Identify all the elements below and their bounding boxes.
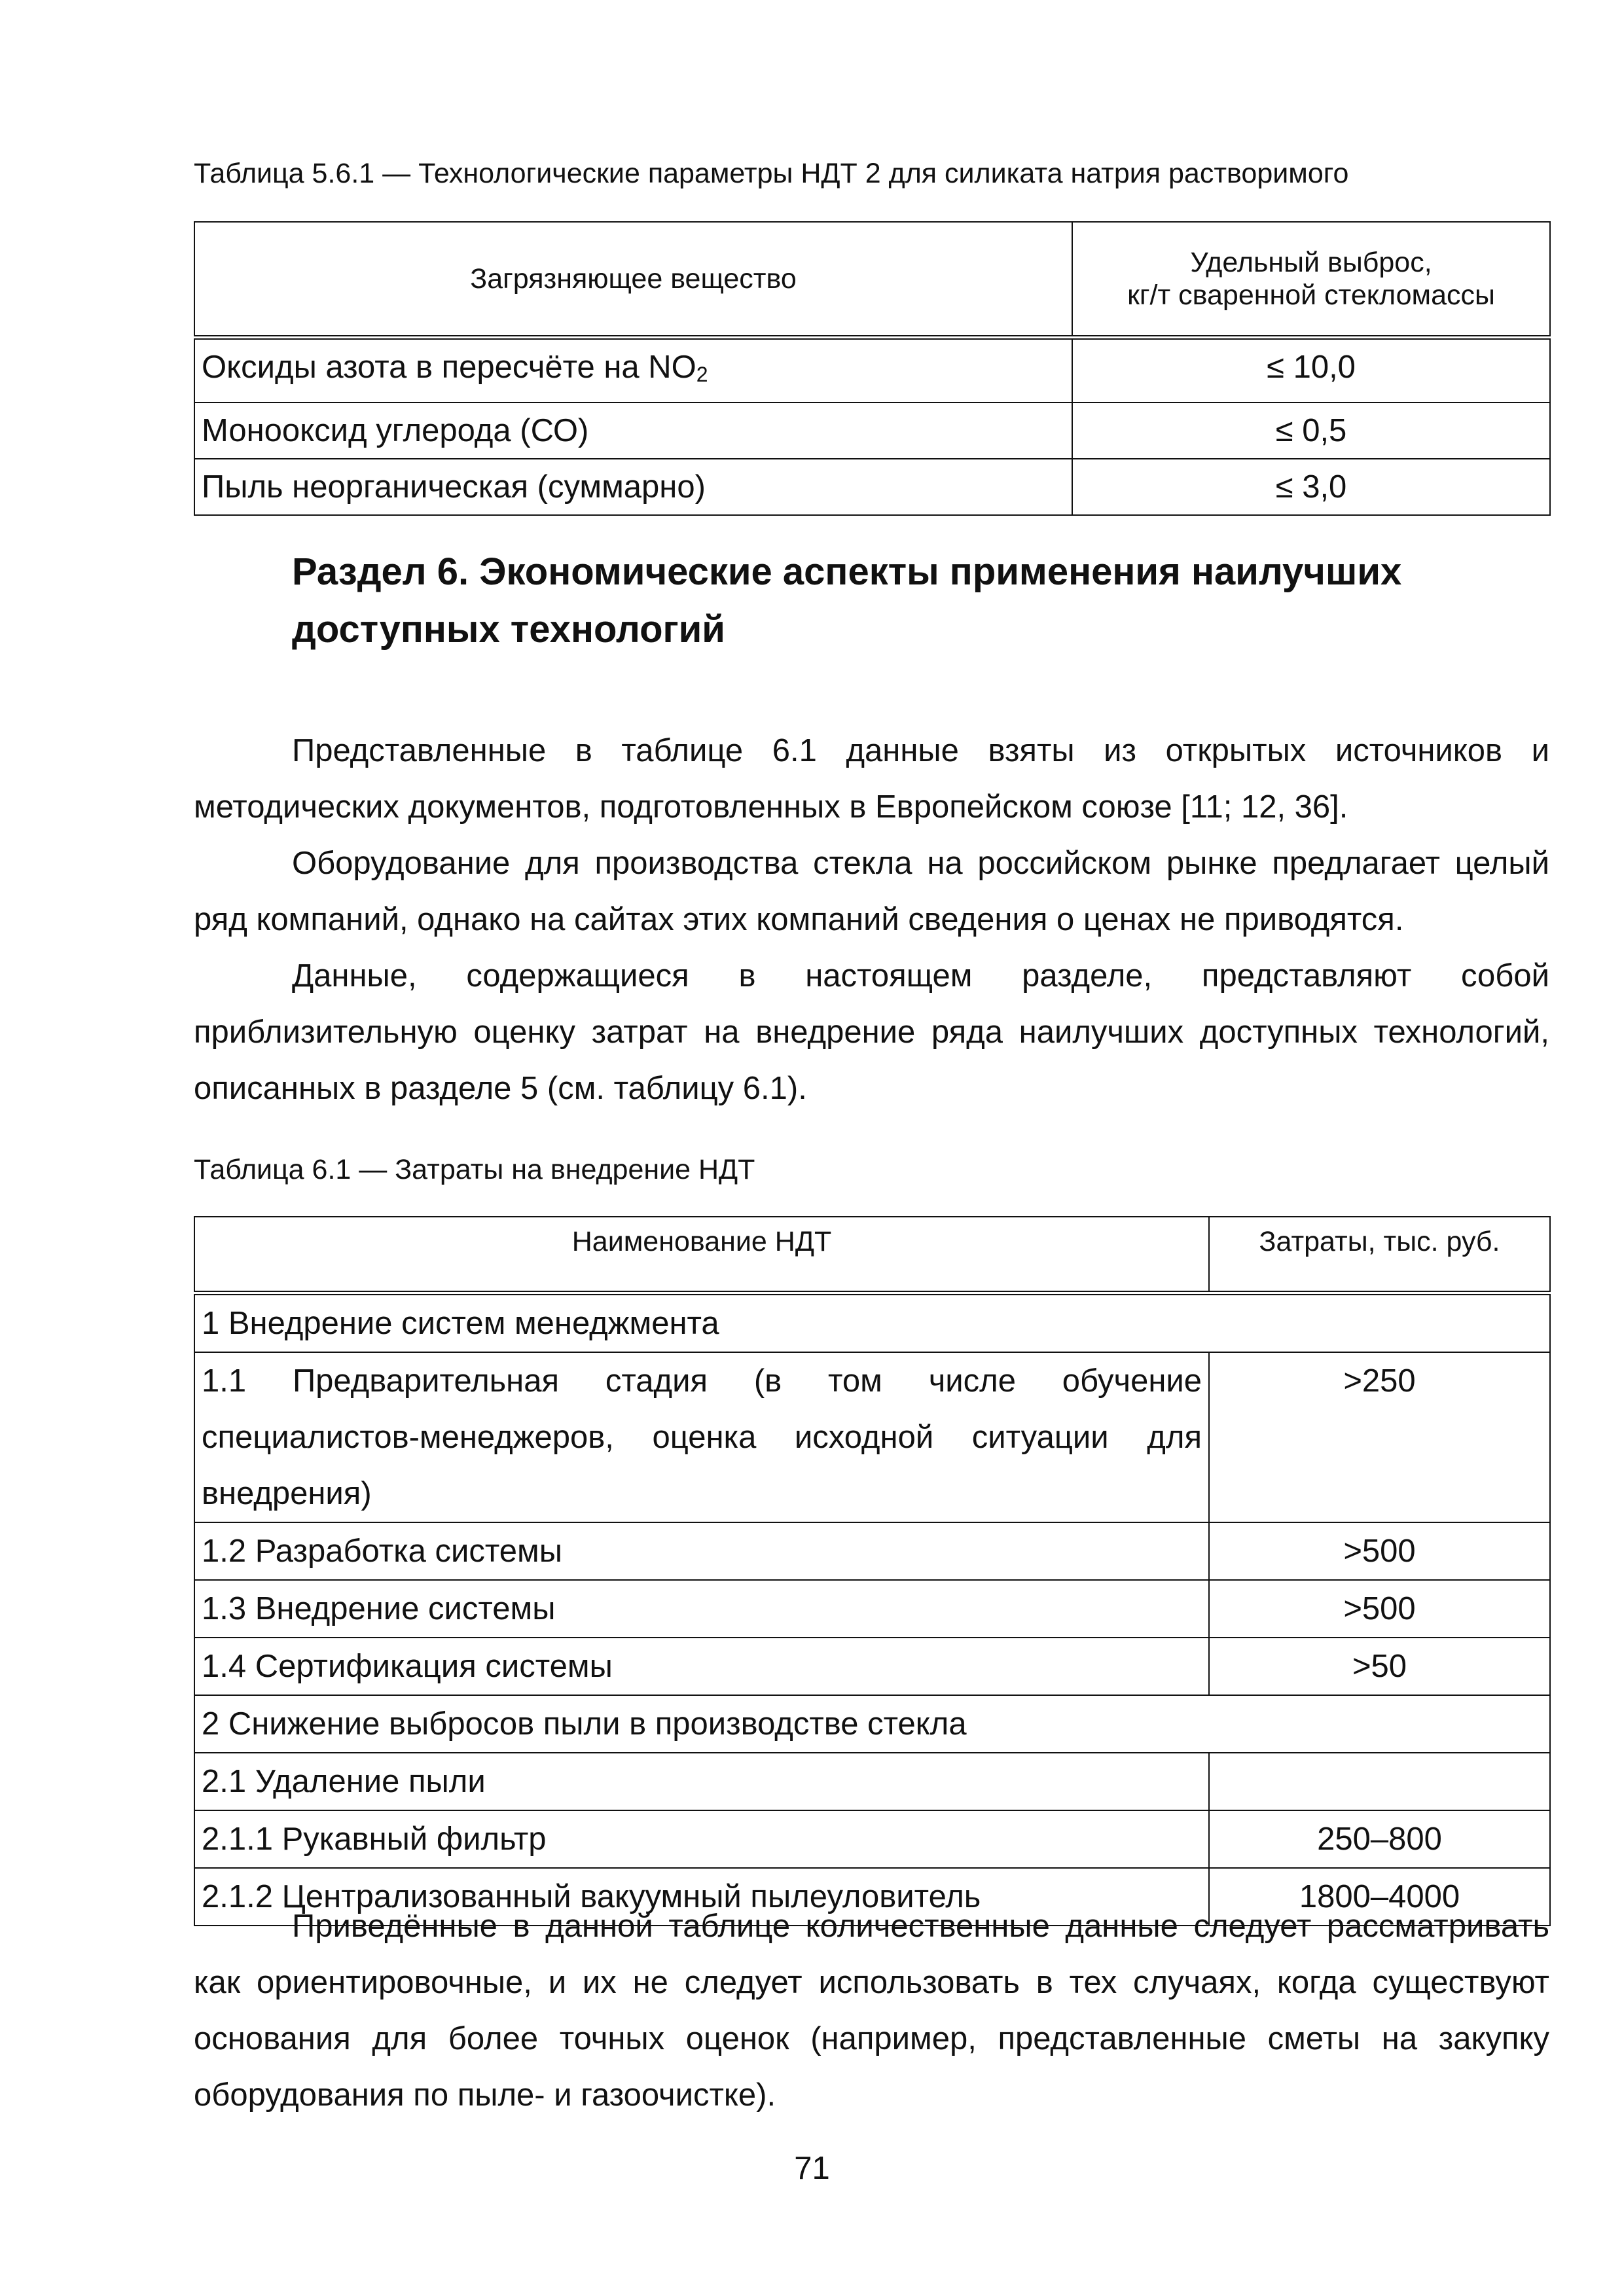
table-5-6-1 xyxy=(194,221,1551,516)
row-emission-value: ≤ 3,0 xyxy=(1072,459,1550,515)
table-row xyxy=(194,1580,1550,1638)
row-cost-value xyxy=(1209,1753,1550,1810)
closing-paragraph: Приведённые в данной таблице количественные данные следует рассматривать как ориентировочные, и их не следует использовать в тех случаях, когда существуют основания для более точных оценок (например, представленные сметы на закупку оборудования по пыле- и газоочистке). xyxy=(194,1909,1549,2113)
row-substance: Монооксид углерода (СО) xyxy=(194,403,1072,459)
table-row xyxy=(194,459,1550,515)
table-row xyxy=(194,1638,1550,1695)
row-bat-name: 1.4 Сертификация системы xyxy=(194,1638,1209,1695)
group-title: 2 Снижение выбросов пыли в производстве стекла xyxy=(194,1695,1550,1753)
header-emission-line1: Удельный выброс, xyxy=(1190,247,1432,278)
row-substance xyxy=(194,338,1072,403)
table-header-row xyxy=(194,1217,1550,1293)
table-5-6-1-caption: Таблица 5.6.1 — Технологические параметры НДТ 2 для силиката натрия растворимого xyxy=(194,158,1349,189)
row-bat-name: 1.2 Разработка системы xyxy=(194,1522,1209,1580)
header-emission-line2: кг/т сваренной стекломассы xyxy=(1127,279,1495,311)
paragraph: Оборудование для производства стекла на российском рынке предлагает целый ряд компаний, однако на сайтах этих компаний сведения о ценах не приводятся. xyxy=(194,846,1549,937)
table-row xyxy=(194,1810,1550,1868)
table-row xyxy=(194,403,1550,459)
row-substance: Пыль неорганическая (суммарно) xyxy=(194,459,1072,515)
paragraph: Данные, содержащиеся в настоящем разделе, представляют собой приблизительную оценку затрат на внедрение ряда наилучших доступных технологий, описанных в разделе 5 (см. таблицу 6.1). xyxy=(194,958,1549,1106)
row-cost-value: >50 xyxy=(1209,1638,1550,1695)
section-heading: Раздел 6. Экономические аспекты применения наилучших доступных технологий xyxy=(292,550,1402,651)
table-row xyxy=(194,1753,1550,1810)
row-cost-value: 250–800 xyxy=(1209,1810,1550,1868)
row-emission-value: ≤ 0,5 xyxy=(1072,403,1550,459)
header-specific-emission xyxy=(1072,222,1550,338)
row-bat-name: 2.1 Удаление пыли xyxy=(194,1753,1209,1810)
table-6-1 xyxy=(194,1216,1551,1926)
substance-name: Оксиды азота в пересчёте на NO xyxy=(202,350,696,385)
row-cost-value: >250 xyxy=(1209,1352,1550,1522)
table-6-1-caption: Таблица 6.1 — Затраты на внедрение НДТ xyxy=(194,1154,755,1185)
paragraph: Представленные в таблице 6.1 данные взяты из открытых источников и методических документов, подготовленных в Европейском союзе [11; 12, 36]. xyxy=(194,733,1549,825)
table-row xyxy=(194,1522,1550,1580)
row-bat-name: 1.1 Предварительная стадия (в том числе обучение специалистов-менеджеров, оценка исходной ситуации для внедрения) xyxy=(194,1352,1209,1522)
row-bat-name: 1.3 Внедрение системы xyxy=(194,1580,1209,1638)
table-group-row xyxy=(194,1695,1550,1753)
row-bat-name: 2.1.1 Рукавный фильтр xyxy=(194,1810,1209,1868)
row-bat-name: 2.1.2 Централизованный вакуумный пылеуловитель xyxy=(194,1868,1209,1926)
row-cost-value: 1800–4000 xyxy=(1209,1868,1550,1926)
table-group-row xyxy=(194,1293,1550,1353)
group-title: 1 Внедрение систем менеджмента xyxy=(194,1293,1550,1353)
header-cost: Затраты, тыс. руб. xyxy=(1209,1217,1550,1293)
header-substance: Загрязняющее вещество xyxy=(194,222,1072,338)
row-cost-value: >500 xyxy=(1209,1522,1550,1580)
table-header-row xyxy=(194,222,1550,338)
subscript: 2 xyxy=(696,363,708,386)
header-bat-name: Наименование НДТ xyxy=(194,1217,1209,1293)
page-number: 71 xyxy=(794,2151,830,2186)
row-emission-value: ≤ 10,0 xyxy=(1072,338,1550,403)
table-row xyxy=(194,1352,1550,1522)
row-cost-value: >500 xyxy=(1209,1580,1550,1638)
table-row xyxy=(194,338,1550,403)
